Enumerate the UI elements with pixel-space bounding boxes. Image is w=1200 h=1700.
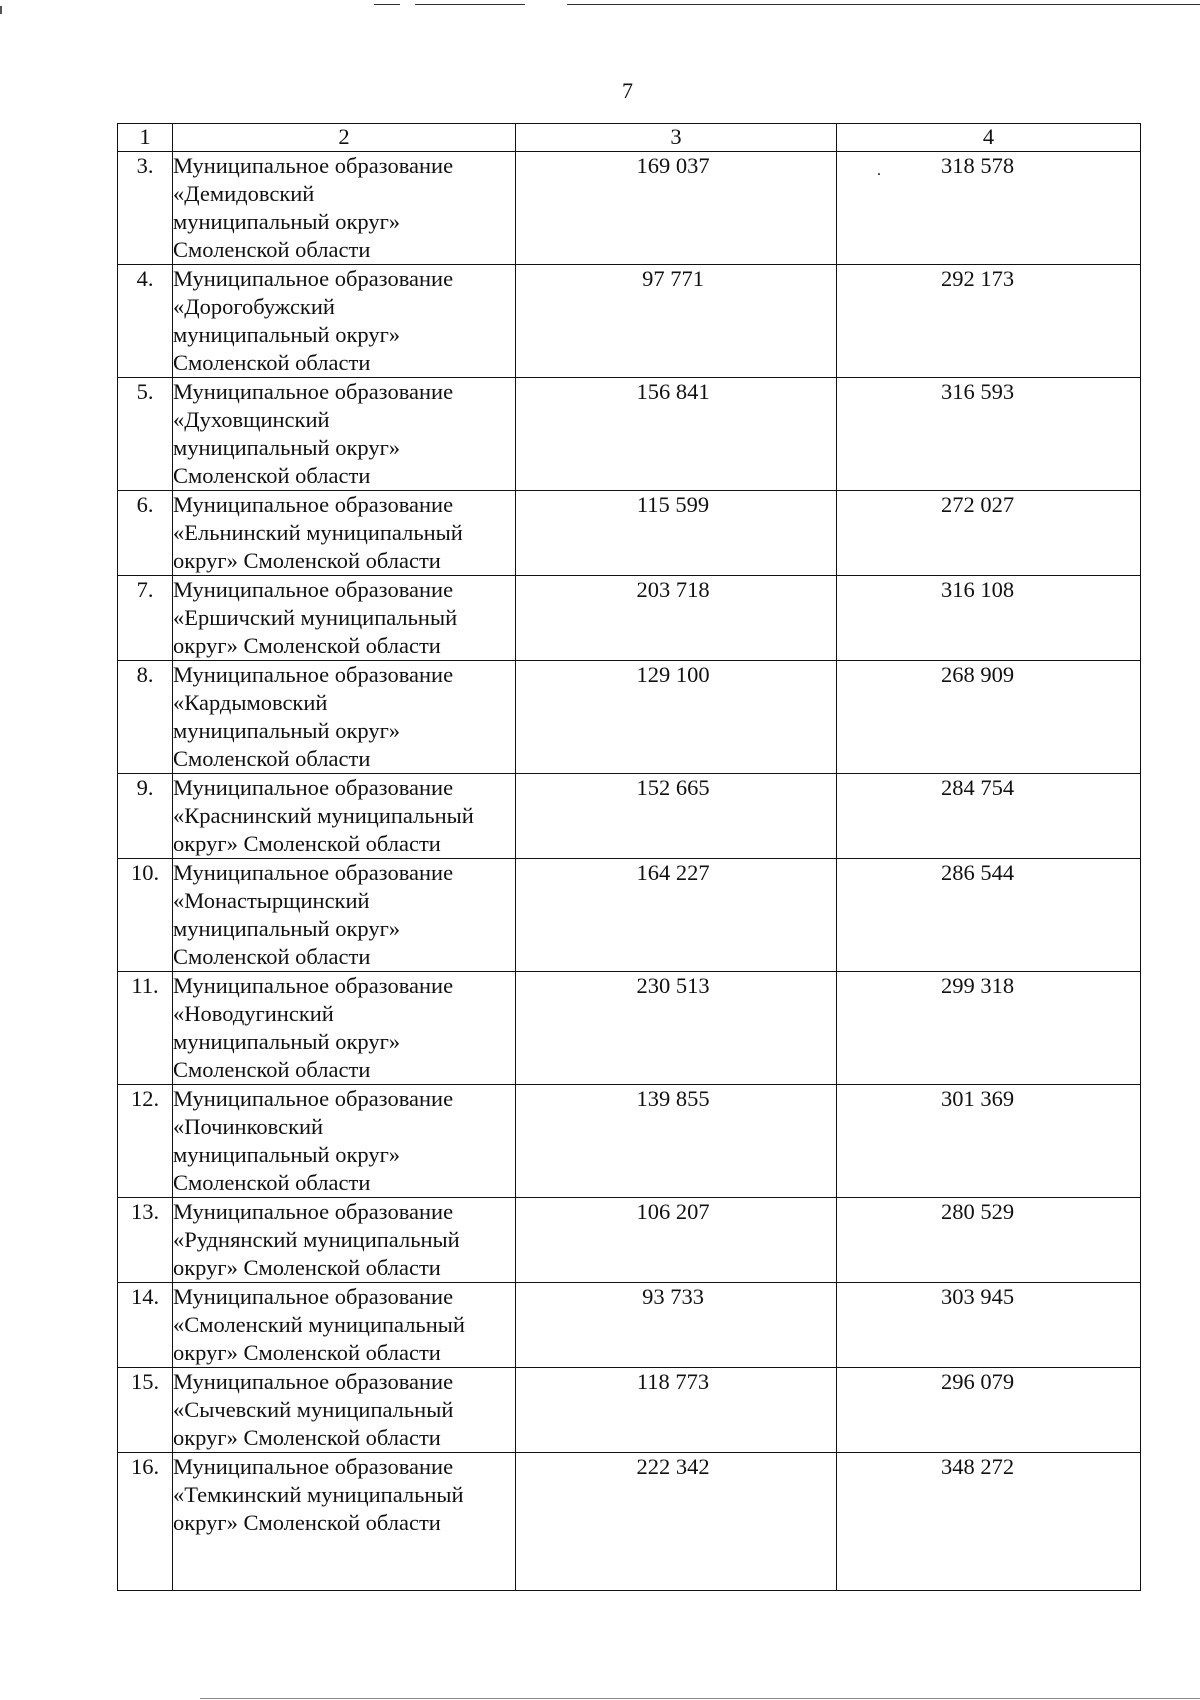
row-number-cell: 6. bbox=[118, 491, 173, 576]
column-3-cell bbox=[516, 1283, 837, 1368]
column-4-value: 301 369 bbox=[940, 1086, 1015, 1111]
column-3-cell bbox=[516, 774, 837, 859]
column-3-cell bbox=[516, 972, 837, 1085]
column-3-value: 115 599 bbox=[636, 492, 710, 517]
column-4-value: 296 079 bbox=[940, 1369, 1015, 1394]
column-4-value: 348 272 bbox=[940, 1454, 1015, 1479]
stray-dot-mark: . bbox=[877, 162, 881, 179]
column-4-value: 292 173 bbox=[940, 266, 1015, 291]
table-body bbox=[118, 152, 1141, 1591]
column-4-value: 284 754 bbox=[940, 775, 1015, 800]
table-row bbox=[118, 661, 1141, 774]
column-3-cell bbox=[516, 1198, 837, 1283]
table-row bbox=[118, 378, 1141, 491]
row-number-cell: 12. bbox=[118, 1085, 173, 1198]
column-4-value: 316 593 bbox=[940, 379, 1015, 404]
column-3-value: 164 227 bbox=[636, 860, 710, 885]
column-4-cell bbox=[837, 1283, 1141, 1368]
column-3-value: 203 718 bbox=[636, 577, 710, 602]
table-row bbox=[118, 972, 1141, 1085]
column-4-value: 316 108 bbox=[940, 577, 1015, 602]
table-row bbox=[118, 1283, 1141, 1368]
municipality-name-cell: Муниципальное образование «Демидовский муниципальный округ» Смоленской области bbox=[173, 152, 516, 265]
municipal-table bbox=[117, 123, 1141, 1591]
column-3-value: 106 207 bbox=[636, 1199, 710, 1224]
table-row bbox=[118, 1198, 1141, 1283]
table-row bbox=[118, 1453, 1141, 1591]
row-number-cell: 7. bbox=[118, 576, 173, 661]
scan-artifact-left bbox=[0, 6, 2, 14]
column-4-cell bbox=[837, 576, 1141, 661]
column-3-cell bbox=[516, 152, 837, 265]
row-number-cell: 5. bbox=[118, 378, 173, 491]
column-3-cell bbox=[516, 1368, 837, 1453]
row-number-cell: 10. bbox=[118, 859, 173, 972]
municipality-name-cell: Муниципальное образование «Монастырщинский муниципальный округ» Смоленской области bbox=[173, 859, 516, 972]
header-cell-4: 4 bbox=[837, 124, 1141, 152]
row-number-cell: 9. bbox=[118, 774, 173, 859]
row-number-cell: 13. bbox=[118, 1198, 173, 1283]
column-4-value: 299 318 bbox=[940, 973, 1015, 998]
column-4-cell bbox=[837, 1198, 1141, 1283]
column-4-value: 303 945 bbox=[940, 1284, 1015, 1309]
column-4-value: 272 027 bbox=[940, 492, 1015, 517]
column-4-cell bbox=[837, 774, 1141, 859]
column-4-cell bbox=[837, 491, 1141, 576]
row-number-cell: 16. bbox=[118, 1453, 173, 1591]
header-row bbox=[118, 124, 1141, 152]
municipality-name-cell: Муниципальное образование «Духовщинский муниципальный округ» Смоленской области bbox=[173, 378, 516, 491]
column-3-value: 230 513 bbox=[636, 973, 710, 998]
column-3-value: 97 771 bbox=[642, 266, 704, 291]
column-3-value: 93 733 bbox=[642, 1284, 704, 1309]
row-number-cell: 8. bbox=[118, 661, 173, 774]
column-3-value: 129 100 bbox=[636, 662, 710, 687]
column-3-value: 222 342 bbox=[636, 1454, 710, 1479]
column-4-cell bbox=[837, 265, 1141, 378]
column-4-value: 318 578 bbox=[940, 153, 1015, 178]
column-3-cell bbox=[516, 378, 837, 491]
municipality-name-cell: Муниципальное образование «Сычевский муниципальный округ» Смоленской области bbox=[173, 1368, 516, 1453]
header-cell-2: 2 bbox=[173, 124, 516, 152]
column-4-cell bbox=[837, 859, 1141, 972]
municipality-name-cell: Муниципальное образование «Кардымовский муниципальный округ» Смоленской области bbox=[173, 661, 516, 774]
column-4-value: 286 544 bbox=[940, 860, 1015, 885]
municipality-name-cell: Муниципальное образование «Ельнинский муниципальный округ» Смоленской области bbox=[173, 491, 516, 576]
header-cell-1: 1 bbox=[118, 124, 173, 152]
column-3-cell bbox=[516, 576, 837, 661]
table-row bbox=[118, 1085, 1141, 1198]
column-3-value: 139 855 bbox=[636, 1086, 710, 1111]
header-cell-3: 3 bbox=[516, 124, 837, 152]
table-row bbox=[118, 491, 1141, 576]
row-number-cell: 4. bbox=[118, 265, 173, 378]
municipality-name-cell: Муниципальное образование «Починковский муниципальный округ» Смоленской области bbox=[173, 1085, 516, 1198]
table-row bbox=[118, 576, 1141, 661]
column-4-cell bbox=[837, 152, 1141, 265]
column-3-cell bbox=[516, 265, 837, 378]
scan-artifact-bottom bbox=[200, 1698, 1200, 1699]
table-row bbox=[118, 1368, 1141, 1453]
column-4-value: 268 909 bbox=[940, 662, 1015, 687]
row-number-cell: 14. bbox=[118, 1283, 173, 1368]
municipality-name-cell: Муниципальное образование «Смоленский муниципальный округ» Смоленской области bbox=[173, 1283, 516, 1368]
column-3-cell bbox=[516, 661, 837, 774]
table-row bbox=[118, 265, 1141, 378]
municipality-name-cell: Муниципальное образование «Темкинский муниципальный округ» Смоленской области bbox=[173, 1453, 516, 1591]
municipality-name-cell: Муниципальное образование «Новодугинский муниципальный округ» Смоленской области bbox=[173, 972, 516, 1085]
column-3-cell bbox=[516, 1453, 837, 1591]
municipality-name-cell: Муниципальное образование «Дорогобужский муниципальный округ» Смоленской области bbox=[173, 265, 516, 378]
scan-artifact-top bbox=[567, 4, 1200, 5]
municipality-name-cell: Муниципальное образование «Ершичский муниципальный округ» Смоленской области bbox=[173, 576, 516, 661]
column-3-value: 118 773 bbox=[636, 1369, 710, 1394]
column-4-cell bbox=[837, 378, 1141, 491]
column-3-value: 156 841 bbox=[636, 379, 710, 404]
municipality-name-cell: Муниципальное образование «Руднянский муниципальный округ» Смоленской области bbox=[173, 1198, 516, 1283]
column-3-cell bbox=[516, 491, 837, 576]
scan-artifact-top bbox=[415, 4, 525, 5]
column-4-cell bbox=[837, 661, 1141, 774]
column-4-cell bbox=[837, 1368, 1141, 1453]
municipality-name-cell: Муниципальное образование «Краснинский муниципальный округ» Смоленской области bbox=[173, 774, 516, 859]
column-4-value: 280 529 bbox=[940, 1199, 1015, 1224]
column-3-value: 169 037 bbox=[636, 153, 710, 178]
column-3-cell bbox=[516, 859, 837, 972]
column-4-cell bbox=[837, 1453, 1141, 1591]
column-4-cell bbox=[837, 1085, 1141, 1198]
row-number-cell: 11. bbox=[118, 972, 173, 1085]
scan-artifact-top bbox=[374, 4, 400, 5]
table-row bbox=[118, 152, 1141, 265]
column-3-value: 152 665 bbox=[636, 775, 710, 800]
column-4-cell bbox=[837, 972, 1141, 1085]
row-number-cell: 15. bbox=[118, 1368, 173, 1453]
row-number-cell: 3. bbox=[118, 152, 173, 265]
table-row bbox=[118, 859, 1141, 972]
column-3-cell bbox=[516, 1085, 837, 1198]
page-number: 7 bbox=[622, 78, 633, 103]
table-row bbox=[118, 774, 1141, 859]
